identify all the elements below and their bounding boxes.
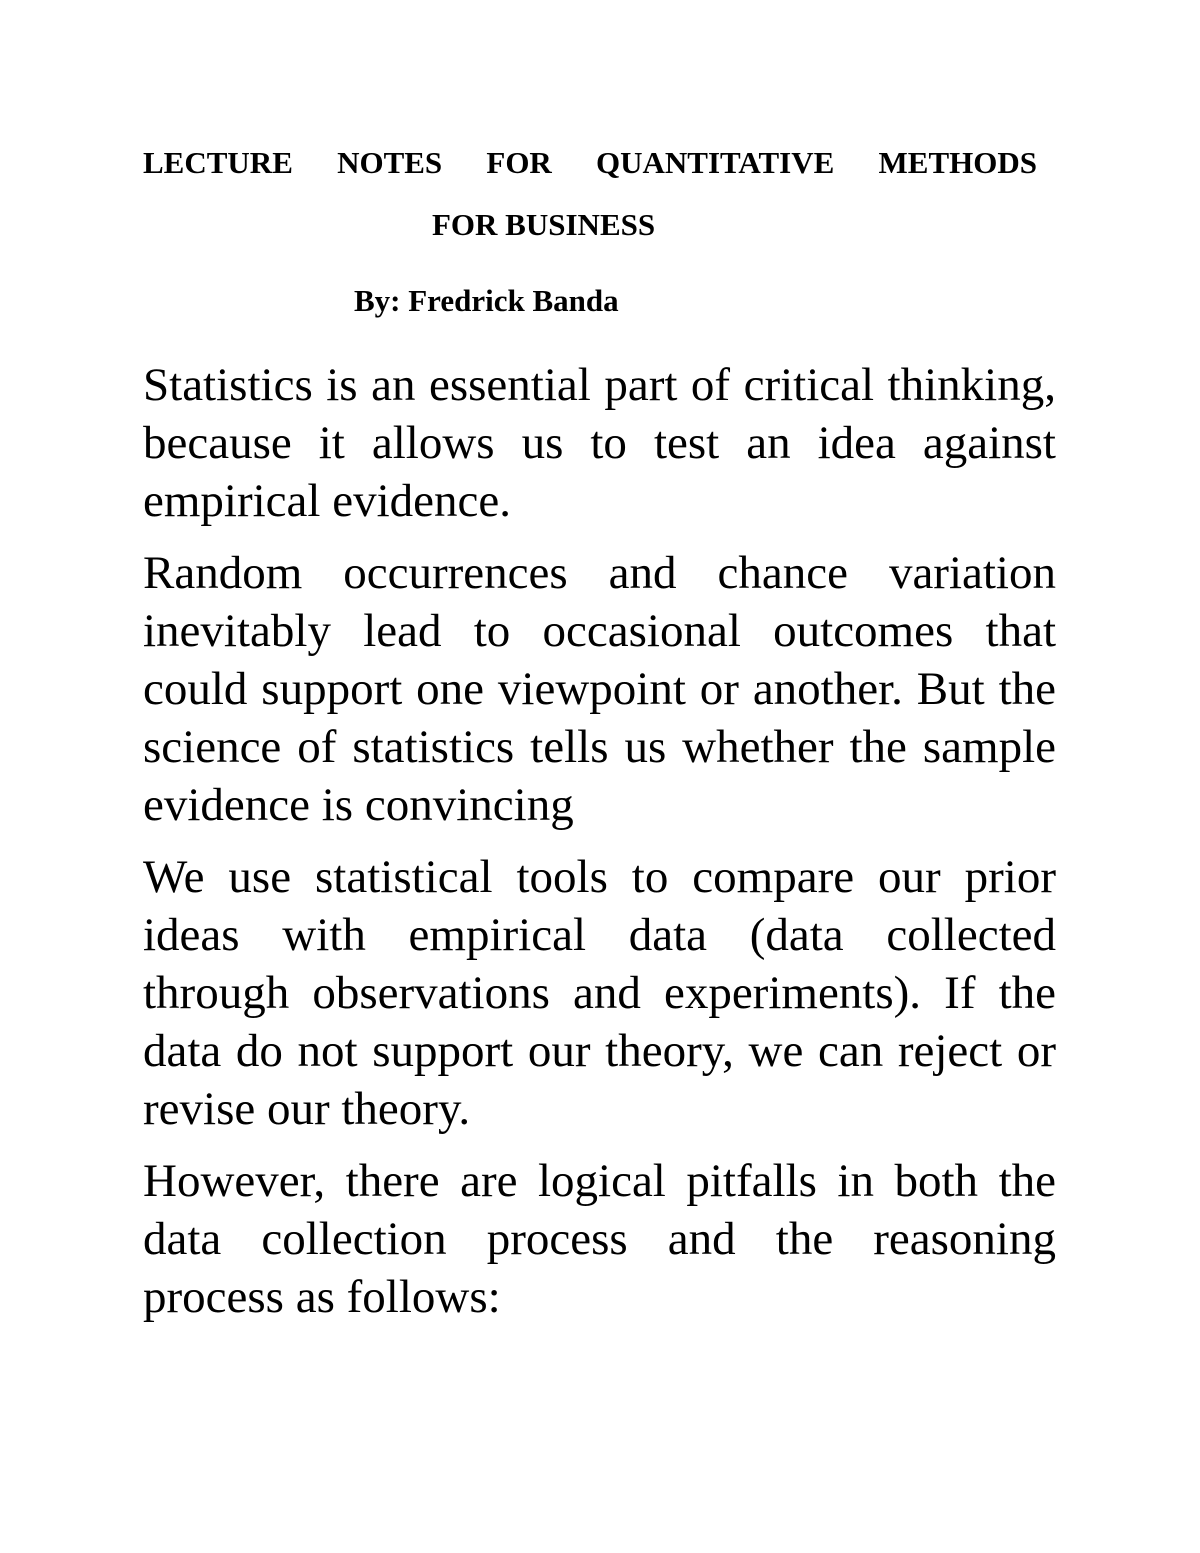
author-line: By: Fredrick Banda: [354, 283, 619, 318]
paragraph-4: However, there are logical pitfalls in both the data collection process and the reasoning process as follows:: [143, 1155, 1056, 1323]
document-title-line-2: FOR BUSINESS: [432, 207, 656, 242]
body-text: [143, 356, 1056, 1340]
document-title-line-1: LECTURE NOTES FOR QUANTITATIVE METHODS: [143, 145, 1037, 180]
paragraph-1: Statistics is an essential part of critical thinking, because it allows us to test an idea against empirical evidence.: [143, 359, 1056, 527]
paragraph-3: We use statistical tools to compare our prior ideas with empirical data (data collected through observations and experiments). If the data do not support our theory, we can reject or revise our theory.: [143, 851, 1056, 1135]
paragraph-2: Random occurrences and chance variation inevitably lead to occasional outcomes that could support one viewpoint or another. But the science of statistics tells us whether the sample evidence is convincing: [143, 547, 1056, 831]
